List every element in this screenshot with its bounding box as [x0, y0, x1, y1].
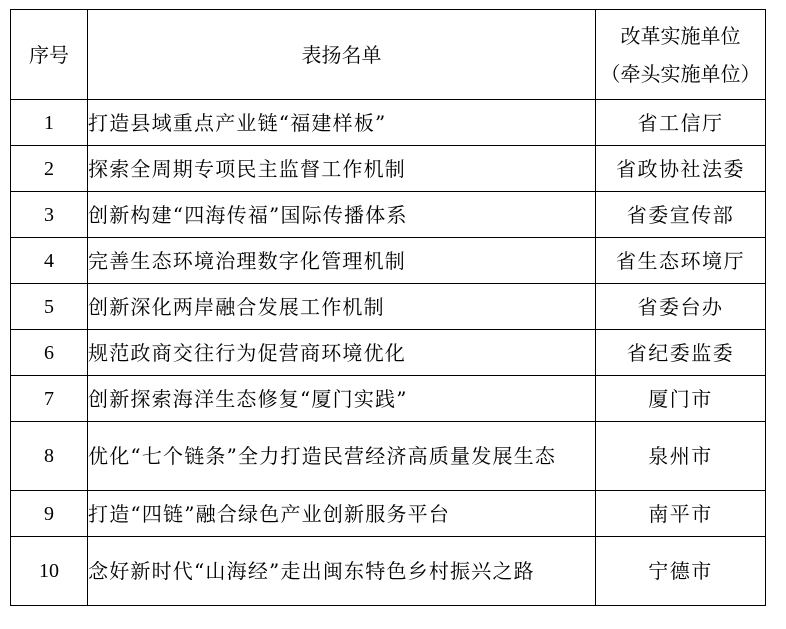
row-name: 创新探索海洋生态修复“厦门实践”: [88, 376, 596, 422]
header-commendation-list: 表扬名单: [88, 10, 596, 100]
table-row: [11, 422, 766, 491]
row-unit: 南平市: [596, 491, 766, 537]
row-unit: 宁德市: [596, 537, 766, 606]
row-unit: 省委台办: [596, 284, 766, 330]
row-number: 4: [11, 238, 88, 284]
row-unit: 省政协社法委: [596, 146, 766, 192]
header-reform-unit: [596, 10, 766, 100]
row-unit: 省工信厅: [596, 100, 766, 146]
row-number: 3: [11, 192, 88, 238]
table-row: [11, 284, 766, 330]
row-unit: 省纪委监委: [596, 330, 766, 376]
row-name: 规范政商交往行为促营商环境优化: [88, 330, 596, 376]
row-name: 创新深化两岸融合发展工作机制: [88, 284, 596, 330]
table-row: [11, 330, 766, 376]
row-number: 7: [11, 376, 88, 422]
row-number: 8: [11, 422, 88, 491]
row-name: 念好新时代“山海经”走出闽东特色乡村振兴之路: [88, 537, 596, 606]
table-row: [11, 537, 766, 606]
row-name: 探索全周期专项民主监督工作机制: [88, 146, 596, 192]
table-row: [11, 238, 766, 284]
table-row: [11, 100, 766, 146]
table-header-row: [11, 10, 766, 100]
row-unit: 泉州市: [596, 422, 766, 491]
row-number: 10: [11, 537, 88, 606]
row-name: 打造县域重点产业链“福建样板”: [88, 100, 596, 146]
table-row: [11, 491, 766, 537]
row-name: 优化“七个链条”全力打造民营经济高质量发展生态: [88, 422, 596, 491]
row-unit: 省生态环境厅: [596, 238, 766, 284]
row-name: 完善生态环境治理数字化管理机制: [88, 238, 596, 284]
row-name: 打造“四链”融合绿色产业创新服务平台: [88, 491, 596, 537]
commendation-table: [10, 9, 766, 606]
header-reform-unit-line2: （牵头实施单位）: [600, 61, 761, 86]
header-serial-number: 序号: [11, 10, 88, 100]
row-number: 6: [11, 330, 88, 376]
row-name: 创新构建“四海传福”国际传播体系: [88, 192, 596, 238]
row-unit: 厦门市: [596, 376, 766, 422]
row-number: 9: [11, 491, 88, 537]
row-number: 2: [11, 146, 88, 192]
row-number: 1: [11, 100, 88, 146]
row-unit: 省委宣传部: [596, 192, 766, 238]
header-reform-unit-line1: 改革实施单位: [620, 23, 741, 48]
row-number: 5: [11, 284, 88, 330]
table-row: [11, 376, 766, 422]
table-row: [11, 146, 766, 192]
table-row: [11, 192, 766, 238]
